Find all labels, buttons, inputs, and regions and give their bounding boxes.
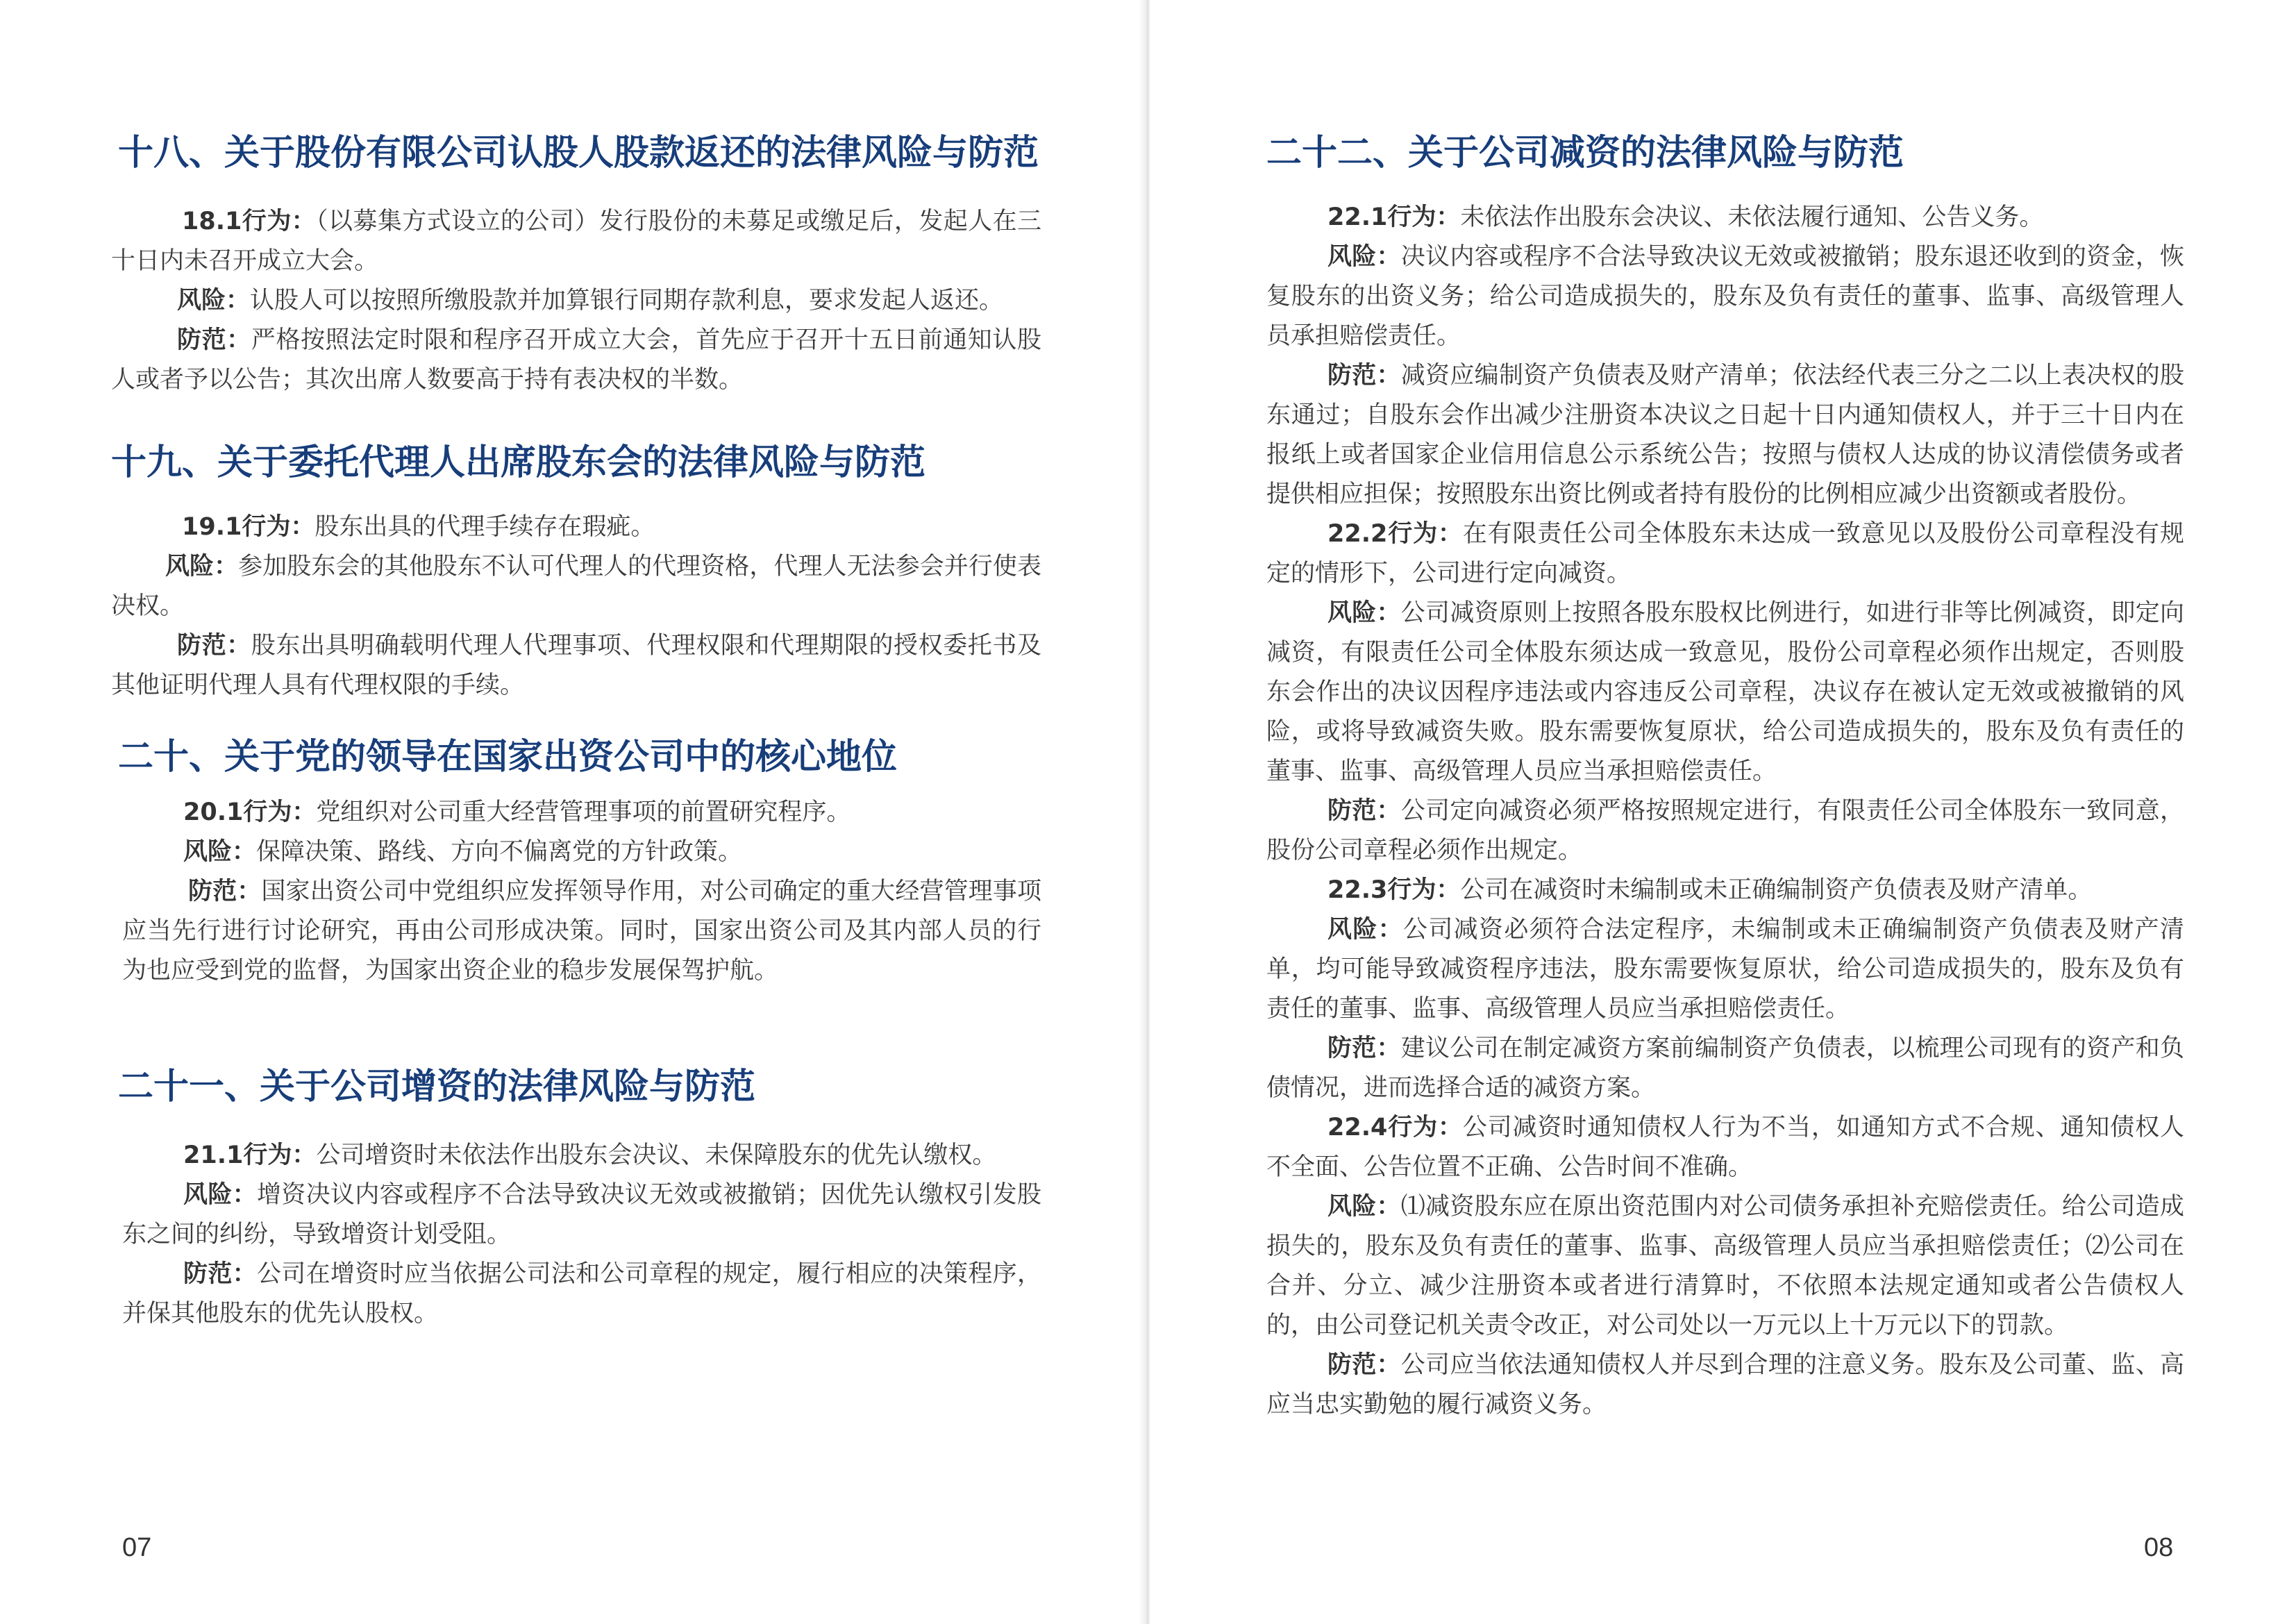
risk-label: 风险： [165, 553, 239, 581]
section-22-2-risk [1266, 594, 2184, 792]
section-18-risk [111, 281, 1041, 321]
prevention-text: 股东出具明确载明代理人代理事项、代理权限和代理期限的授权委托书及其他证明代理人具有代理权限的手续。 [111, 632, 1041, 700]
risk-label: 风险： [1327, 599, 1401, 628]
section-22-3-prevention [1266, 1029, 2184, 1108]
behavior-text: 公司减资时通知债权人行为不当，如通知方式不合规、通知债权人不全面、公告位置不正确、公告时间不准确。 [1266, 1114, 2184, 1182]
behavior-text: 股东出具的代理手续存在瑕疵。 [315, 513, 655, 542]
section-22-4-risk [1266, 1187, 2184, 1346]
behavior-text: 公司增资时未依法作出股东会决议、未保障股东的优先认缴权。 [316, 1141, 997, 1169]
prevention-label: 防范： [1327, 1035, 1401, 1063]
section-22-1-prevention [1266, 356, 2184, 514]
section-21-risk [122, 1175, 1041, 1255]
section-22-1-risk [1266, 237, 2184, 356]
prevention-text: 严格按照法定时限和程序召开成立大会，首先应于召开十五日前通知认股人或者予以公告；其次出席人数要高于持有表决权的半数。 [111, 326, 1041, 394]
risk-text: 公司减资原则上按照各股东股权比例进行，如进行非等比例减资，即定向减资，有限责任公司全体股东须达成一致意见，股份公司章程必须作出规定，否则股东会作出的决议因程序违法或内容违反公司章程，决议存在被认定无效或被撤销的风险，或将导致减资失败。股东需要恢复原状，给公司造成损失的，股东及负有责任的董事、监事、高级管理人员应当承担赔偿责任。 [1266, 599, 2184, 786]
behavior-text: 党组织对公司重大经营管理事项的前置研究程序。 [316, 798, 851, 826]
prevention-label: 防范： [177, 326, 251, 355]
section-22-4-prevention [1266, 1346, 2184, 1425]
section-18-prevention [111, 321, 1041, 400]
section-20-body [122, 793, 1041, 991]
section-21-behavior [122, 1136, 1041, 1175]
section-22-heading: 二十二、关于公司减资的法律风险与防范 [1266, 133, 1904, 174]
section-22-2-prevention [1266, 792, 2184, 871]
behavior-label: 18.1行为： [182, 208, 317, 236]
prevention-text: 国家出资公司中党组织应发挥领导作用，对公司确定的重大经营管理事项应当先行进行讨论研究，再由公司形成决策。同时，国家出资公司及其内部人员的行为也应受到党的监督，为国家出资企业的稳步发展保驾护航。 [122, 877, 1041, 985]
section-22-4-behavior [1266, 1108, 2184, 1187]
behavior-label: 19.1行为： [182, 513, 315, 542]
right-page-number: 08 [2144, 1533, 2174, 1562]
right-page-content [1266, 118, 2184, 1425]
risk-label: 风险： [1327, 916, 1403, 944]
section-21-body [122, 1136, 1041, 1334]
risk-text: 增资决议内容或程序不合法导致决议无效或被撤销；因优先认缴权引发股东之间的纠纷，导致增资计划受阻。 [122, 1180, 1041, 1248]
left-page-content [111, 118, 1041, 1334]
section-21-prevention [122, 1255, 1041, 1334]
section-19-heading: 十九、关于委托代理人出席股东会的法律风险与防范 [111, 442, 926, 484]
section-19-prevention [111, 626, 1041, 705]
prevention-label: 防范： [177, 632, 251, 660]
prevention-label: 防范： [183, 1259, 257, 1288]
section-20-behavior [122, 793, 1041, 832]
risk-label: 风险： [1327, 243, 1401, 271]
risk-text: 公司减资必须符合法定程序，未编制或未正确编制资产负债表及财产清单，均可能导致减资程序违法，股东需要恢复原状，给公司造成损失的，股东及负有责任的董事、监事、高级管理人员应当承担赔偿责任。 [1266, 916, 2184, 1023]
section-20-risk [122, 832, 1041, 872]
prevention-text: 减资应编制资产负债表及财产清单；依法经代表三分之二以上表决权的股东通过；自股东会作出减少注册资本决议之日起十日内通知债权人，并于三十日内在报纸上或者国家企业信用信息公示系统公告；按照与债权人达成的协议清偿债务或者提供相应担保；按照股东出资比例或者持有股份的比例相应减少出资额或者股份。 [1266, 362, 2184, 509]
section-21-heading: 二十一、关于公司增资的法律风险与防范 [118, 1066, 756, 1107]
prevention-label: 防范： [188, 877, 262, 905]
risk-label: 风险： [183, 1180, 257, 1209]
behavior-label: 22.2行为： [1327, 520, 1463, 549]
section-18-heading: 十八、关于股份有限公司认股人股款返还的法律风险与防范 [118, 133, 1039, 174]
risk-text: 决议内容或程序不合法导致决议无效或被撤销；股东退还收到的资金，恢复股东的出资义务；给公司造成损失的，股东及负有责任的董事、监事、高级管理人员承担赔偿责任。 [1266, 243, 2184, 351]
section-19-behavior [111, 508, 1041, 547]
behavior-text: 在有限责任公司全体股东未达成一致意见以及股份公司章程没有规定的情形下，公司进行定向减资。 [1266, 520, 2184, 588]
section-22-3-risk [1266, 910, 2184, 1029]
left-page [0, 0, 1146, 1624]
prevention-text: 公司定向减资必须严格按照规定进行，有限责任公司全体股东一致同意，股份公司章程必须作出规定。 [1266, 797, 2184, 865]
section-22-3-behavior [1266, 871, 2184, 910]
left-page-number: 07 [122, 1533, 152, 1562]
risk-label: 风险： [1327, 1193, 1401, 1221]
section-20-heading: 二十、关于党的领导在国家出资公司中的核心地位 [118, 737, 898, 778]
risk-text: 保障决策、路线、方向不偏离党的方针政策。 [256, 837, 743, 866]
prevention-label: 防范： [1327, 1351, 1401, 1380]
risk-label: 风险： [183, 837, 257, 866]
behavior-label: 21.1行为： [183, 1141, 317, 1169]
prevention-label: 防范： [1327, 797, 1401, 826]
section-20-prevention [122, 872, 1041, 991]
behavior-text: （以募集方式设立的公司）发行股份的未募足或缴足后，发起人在三十日内未召开成立大会。 [111, 208, 1041, 276]
prevention-text: 公司在增资时应当依据公司法和公司章程的规定，履行相应的决策程序，并保其他股东的优先认股权。 [122, 1259, 1041, 1328]
section-18-behavior [111, 202, 1041, 281]
risk-label: 风险： [177, 287, 251, 315]
section-19-risk [111, 547, 1041, 626]
behavior-label: 22.1行为： [1327, 203, 1461, 232]
right-page [1150, 0, 2296, 1624]
risk-text: 认股人可以按照所缴股款并加算银行同期存款利息，要求发起人返还。 [250, 287, 1004, 315]
section-22-1-behavior [1266, 198, 2184, 237]
risk-text: ⑴减资股东应在原出资范围内对公司债务承担补充赔偿责任。给公司造成损失的，股东及负有责任的董事、监事、高级管理人员应当承担赔偿责任；⑵公司在合并、分立、减少注册资本或者进行清算时，不依照本法规定通知或者公告债权人的，由公司登记机关责令改正，对公司处以一万元以上十万元以下的罚款。 [1266, 1193, 2184, 1340]
behavior-text: 未依法作出股东会决议、未依法履行通知、公告义务。 [1460, 203, 2044, 232]
behavior-label: 20.1行为： [183, 798, 317, 826]
prevention-text: 公司应当依法通知债权人并尽到合理的注意义务。股东及公司董、监、高应当忠实勤勉的履行减资义务。 [1266, 1351, 2184, 1419]
section-22-2-behavior [1266, 514, 2184, 594]
behavior-text: 公司在减资时未编制或未正确编制资产负债表及财产清单。 [1460, 876, 2093, 905]
prevention-label: 防范： [1327, 362, 1401, 390]
behavior-label: 22.3行为： [1327, 876, 1461, 905]
prevention-text: 建议公司在制定减资方案前编制资产负债表，以梳理公司现有的资产和负债情况，进而选择合适的减资方案。 [1266, 1035, 2184, 1103]
behavior-label: 22.4行为： [1327, 1114, 1463, 1142]
risk-text: 参加股东会的其他股东不认可代理人的代理资格，代理人无法参会并行使表决权。 [111, 553, 1041, 621]
